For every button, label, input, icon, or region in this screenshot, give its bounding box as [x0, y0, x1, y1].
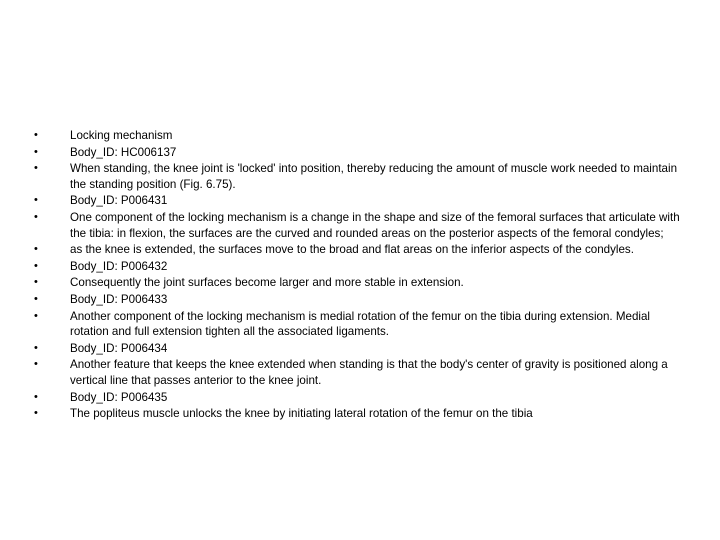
- bullet-icon: •: [34, 292, 38, 305]
- bullet-item: [34, 242, 680, 258]
- bullet-icon: •: [34, 341, 38, 354]
- bullet-text: Body_ID: P006431: [70, 194, 168, 208]
- bullet-text: One component of the locking mechanism is a change in the shape and size of the femoral surfaces that articulate with the tibia: in flexion, the surfaces are the curved and rounded areas on the posterior aspects of the femoral condyles;: [70, 210, 680, 240]
- bullet-item: [34, 210, 680, 241]
- bullet-icon: •: [34, 243, 38, 256]
- bullet-icon: •: [34, 145, 38, 158]
- bullet-text: Body_ID: P006435: [70, 390, 168, 404]
- bullet-item: [34, 341, 680, 357]
- bullet-icon: •: [34, 259, 38, 272]
- bullet-text: as the knee is extended, the surfaces move to the broad and flat areas on the inferior aspects of the condyles.: [70, 243, 634, 257]
- bullet-icon: •: [34, 407, 38, 420]
- bullet-text: Another feature that keeps the knee extended when standing is that the body's center of gravity is positioned along a vertical line that passes anterior to the knee joint.: [70, 358, 668, 387]
- bullet-item: [34, 145, 680, 161]
- bullet-icon: •: [34, 129, 38, 141]
- bullet-text: Body_ID: P006432: [70, 259, 168, 273]
- bullet-icon: •: [34, 390, 38, 403]
- bullet-item: [34, 390, 680, 406]
- bullet-icon: •: [34, 309, 38, 322]
- bullet-icon: •: [34, 276, 38, 289]
- bullet-text: Consequently the joint surfaces become larger and more stable in extension.: [70, 276, 464, 290]
- bullet-text: Locking mechanism: [70, 129, 173, 142]
- bullet-text: Another component of the locking mechanism is medial rotation of the femur on the tibia during extension. Medial rotation and full extension tighten all the associated ligaments.: [70, 309, 651, 339]
- bullet-text: The popliteus muscle unlocks the knee by initiating lateral rotation of the femur on the tibia: [70, 407, 533, 421]
- bullet-item: [34, 161, 680, 192]
- bullet-icon: •: [34, 194, 38, 207]
- bullet-item: [34, 259, 680, 275]
- bullet-text: Body_ID: HC006137: [70, 145, 177, 159]
- bullet-item: [34, 292, 680, 308]
- bullet-text: Body_ID: P006434: [70, 341, 168, 355]
- bullet-icon: •: [34, 358, 38, 371]
- bullet-item: [34, 357, 680, 388]
- bullet-icon: •: [34, 162, 38, 175]
- bullet-item: [34, 128, 680, 144]
- bullet-text: When standing, the knee joint is 'locked' into position, thereby reducing the amount of muscle work needed to maintain the standing position (Fig. 6.75).: [70, 162, 678, 191]
- bullet-item: [34, 193, 680, 209]
- bullet-text: Body_ID: P006433: [70, 292, 168, 306]
- bullet-item: [34, 309, 680, 340]
- bullet-icon: •: [34, 210, 38, 223]
- bullet-item: [34, 275, 680, 291]
- bullet-list: [34, 128, 680, 423]
- bullet-item: [34, 406, 680, 422]
